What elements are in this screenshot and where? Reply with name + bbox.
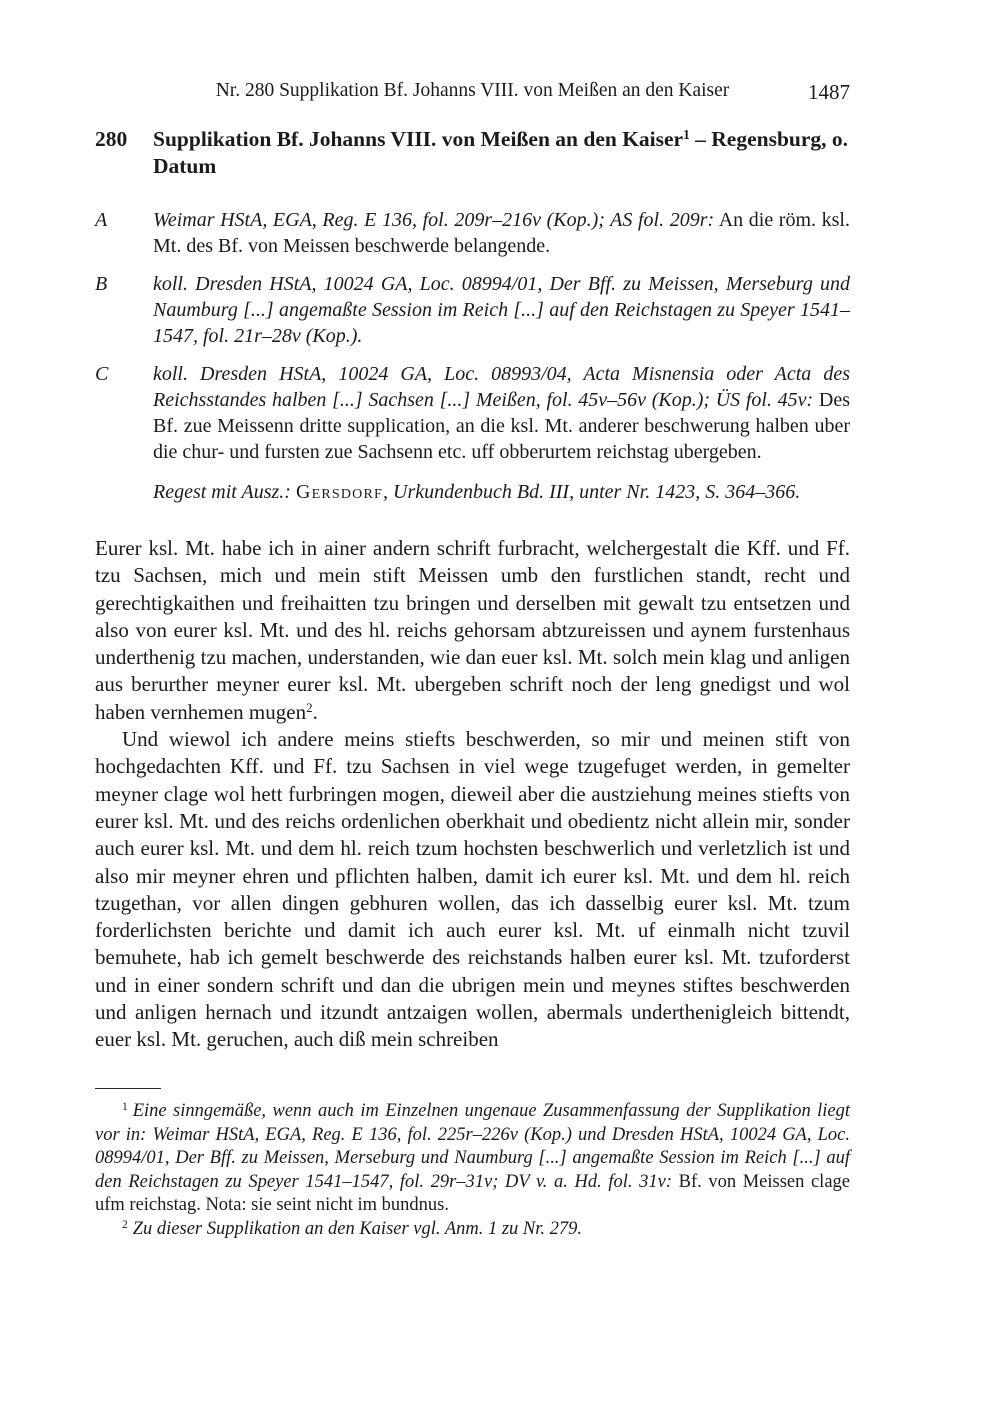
footnote-2-text: Zu dieser Supplikation an den Kaiser vgl. Anm. 1 zu Nr. 279.	[132, 1218, 583, 1239]
regest-author: Gersdorf	[295, 481, 384, 503]
source-text-a	[153, 207, 850, 259]
source-a-reference: Weimar HStA, EGA, Reg. E 136, fol. 209r–216v (Kop.); AS fol. 209r:	[153, 209, 715, 231]
footnote-ref-1: 1	[683, 126, 690, 142]
body-paragraph-1	[95, 535, 850, 726]
footnote-1-text: Eine sinngemäße, wenn auch im Einzelnen ungenaue Zusammenfassung der Supplikation liegt vor in: Weimar HStA, EGA, Reg. E 136, fol. 225r–226v (Kop.) und Dresden HStA, 10024 GA, Loc. 08994/01, Der Bff. zu Meissen, Merseburg und Naumburg [...] angemaßte Session im Reich [...] auf den Reichstagen zu Speyer 1541–1547, fol. 29r–31v; DV v. a. Hd. fol. 31v:	[95, 1101, 850, 1192]
entry-title-text: Supplikation Bf. Johanns VIII. von Meißen an den Kaiser	[153, 127, 684, 151]
source-a-title: An die röm. ksl. Mt. des Bf. von Meissen beschwerde belangende.	[153, 209, 850, 257]
source-label-c: C	[95, 363, 109, 385]
footnote-2-marker: 2	[122, 1218, 128, 1231]
regest-citation: , Urkundenbuch Bd. III, unter Nr. 1423, S. 364–366.	[383, 481, 801, 503]
source-label-b: B	[95, 273, 108, 295]
entry-number: 280	[95, 127, 128, 151]
footnote-1-title: Bf. von Meissen clage ufm reichstag. Nota: sie seint nicht im bundnus.	[95, 1171, 850, 1216]
body-paragraph-1-text: Eurer ksl. Mt. habe ich in ainer andern schrift furbracht, welchergestalt die Kff. und Ff. tzu Sachsen, mich und mein stift Meissen umb den furstlichen standt, recht und gerechtigkaithen und freihaitten tzu bringen und derselben mit gewalt tzu entsetzen und also von eurer ksl. Mt. und des hl. reichs gehorsam abtzureissen und aynem furstenhaus underthenig tzu machen, understanden, wie dan euer ksl. Mt. solch mein klag und anligen aus berurther meyner eurer ksl. Mt. ubergeben schrift noch der leng gnedigst und wol haben vernhemen mugen	[95, 536, 850, 724]
source-b-reference: koll. Dresden HStA, 10024 GA, Loc. 08994/01, Der Bff. zu Meissen, Merseburg und Naumburg [...] angemaßte Session im Reich [...] auf den Reichstagen zu Speyer 1541–1547, fol. 21r–28v (Kop.).	[153, 273, 850, 347]
entry-title	[153, 126, 850, 179]
footnote-ref-2: 2	[306, 699, 313, 715]
running-header-title: Nr. 280 Supplikation Bf. Johanns VIII. von Meißen an den Kaiser	[215, 80, 730, 101]
body-paragraph-1-end: .	[312, 699, 318, 724]
footnote-1-marker: 1	[122, 1100, 128, 1113]
page-number: 1487	[808, 80, 850, 104]
source-c-title: Des Bf. zue Meissenn dritte supplication, an die ksl. Mt. anderer beschwerung halben uber die chur- und fursten zue Sachsenn etc. uff obberurtem reichstag ubergeben.	[153, 389, 850, 463]
source-text-b	[153, 271, 850, 349]
entry-heading	[95, 126, 850, 179]
source-label-a: A	[95, 209, 108, 231]
regest-line	[153, 479, 850, 505]
source-item-c	[95, 361, 850, 465]
source-item-a	[95, 207, 850, 259]
regest-prefix: Regest mit Ausz.:	[153, 481, 296, 503]
body-paragraph-2: Und wiewol ich andere meins stiefts beschwerden, so mir und meinen stift von hochgedachten Kff. und Ff. tzu Sachsen in viel wege tzugefuget werden, in gemelter meyner clage wol hett furbringen mogen, dieweil aber die austziehung meines stiefts von eurer ksl. Mt. und des reichs ordenlichen oberkhait und obedientz nicht allein mir, sonder auch eurer ksl. Mt. und dem hl. reich tzum hochsten beschwerlich und verletzlich ist und also mir meyner ehren und pflichten halben, damit ich eurer ksl. Mt. und dem hl. reich tzugethan, vor allen dingen gebhuren wollen, das ich dasselbig eurer ksl. Mt. tzum forderlichsten berichte und damit ich auch eurer ksl. Mt. uf einmalh nicht tzuvil bemuhete, hab ich gemelt beschwerde des reichstands halben eurer ksl. Mt. tzuforderst und in einer sondern schrift und dan die ubrigen mein und meynes stiftes beschwerden und anligen hernach und itzundt antzaigen wollen, abermals underthenigleich bittendt, euer ksl. Mt. geruchen, auch diß mein schreiben	[95, 727, 850, 1052]
running-header	[95, 80, 850, 106]
footnote-2	[95, 1218, 850, 1242]
footnote-separator-rule	[95, 1088, 161, 1089]
source-c-reference: koll. Dresden HStA, 10024 GA, Loc. 08993/04, Acta Misnensia oder Acta des Reichsstandes halben [...] Sachsen [...] Meißen, fol. 45v–56v (Kop.); ÜS fol. 45v:	[153, 363, 850, 411]
source-text-c	[153, 361, 850, 465]
footnote-section	[95, 1088, 850, 1242]
source-item-b	[95, 271, 850, 349]
entry-title-tail: – Regensburg, o. Datum	[153, 127, 849, 178]
footnote-1	[95, 1100, 850, 1218]
